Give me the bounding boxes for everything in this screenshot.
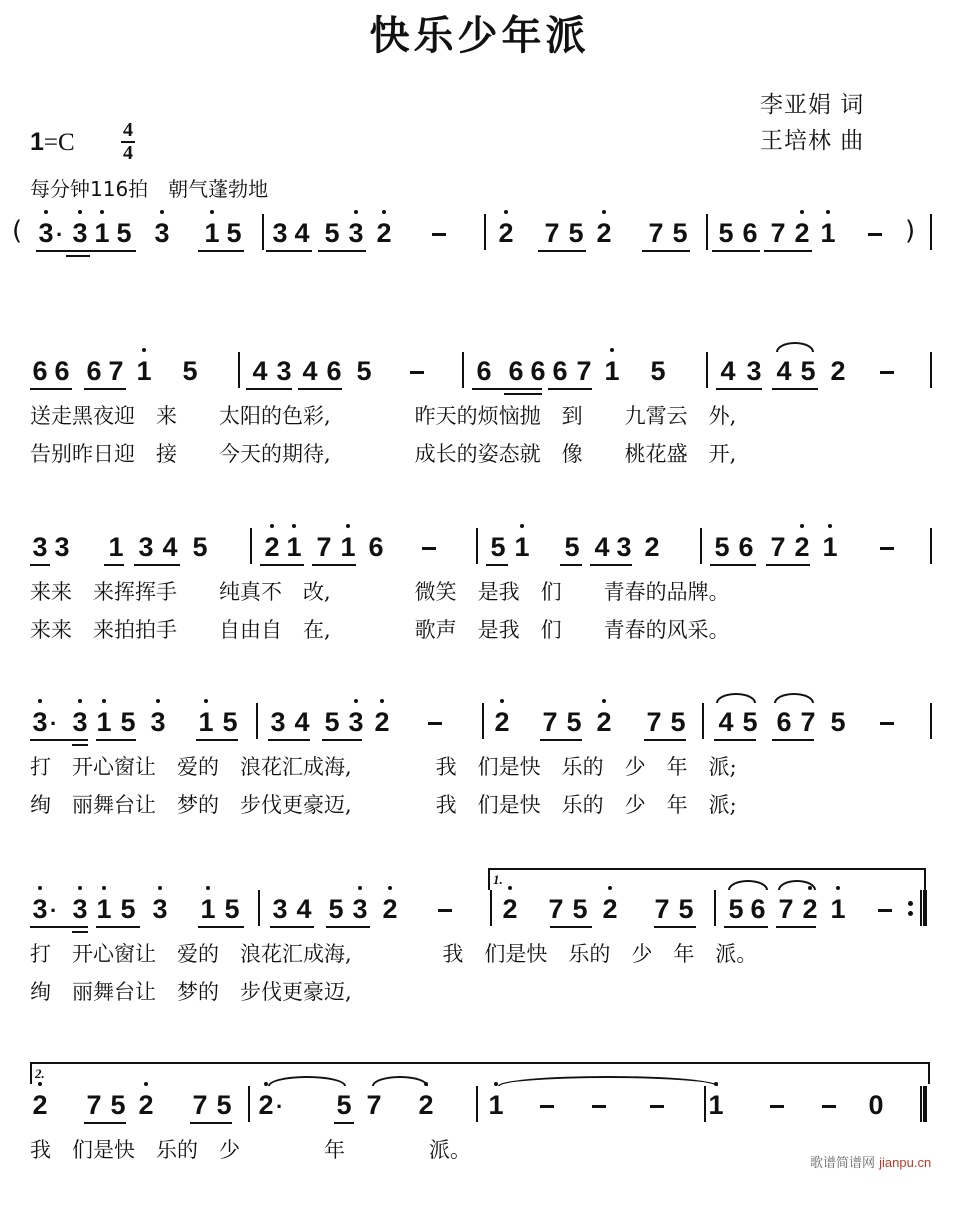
beam-underline bbox=[36, 250, 90, 252]
barline bbox=[930, 214, 932, 250]
barline bbox=[930, 528, 932, 564]
note: 6 bbox=[776, 707, 792, 737]
note: 3 bbox=[36, 218, 56, 248]
octave-dot-above bbox=[500, 699, 504, 703]
octave-dot-above bbox=[602, 210, 606, 214]
beam-underline bbox=[84, 1122, 126, 1124]
note: 1 bbox=[284, 532, 304, 562]
note: 5 bbox=[324, 218, 340, 248]
note: 3 bbox=[138, 532, 154, 562]
note: 2 bbox=[800, 894, 820, 924]
beam-underline bbox=[266, 250, 312, 252]
octave-dot-above bbox=[826, 210, 830, 214]
note: 2 bbox=[594, 218, 614, 248]
note: 4 bbox=[252, 356, 268, 386]
beam-underline bbox=[590, 564, 632, 566]
note: 1 bbox=[602, 356, 622, 386]
beam-underline bbox=[326, 926, 370, 928]
note: 2 bbox=[380, 894, 400, 924]
octave-dot-above bbox=[346, 524, 350, 528]
slur bbox=[716, 693, 756, 703]
beam-underline bbox=[716, 388, 762, 390]
note: 7 bbox=[800, 707, 816, 737]
octave-dot-above bbox=[38, 886, 42, 890]
note: 5 bbox=[742, 707, 758, 737]
octave-dot-above bbox=[610, 348, 614, 352]
note: 3 bbox=[150, 894, 170, 924]
note: 7 bbox=[576, 356, 592, 386]
octave-dot-above bbox=[270, 524, 274, 528]
note: 4 bbox=[296, 894, 312, 924]
note: 7 bbox=[548, 894, 564, 924]
lyric-line-2: 绚 丽舞台让 梦的 步伐更豪迈, 我 们是快 乐的 少 年 派; bbox=[30, 793, 737, 817]
system-1 bbox=[0, 218, 959, 338]
barline bbox=[706, 352, 708, 388]
note: 2 bbox=[256, 1090, 276, 1120]
note: 7 bbox=[108, 356, 124, 386]
octave-dot-above bbox=[800, 210, 804, 214]
octave-dot-above bbox=[206, 886, 210, 890]
octave-dot-above bbox=[102, 886, 106, 890]
lyric-line-2: 来来 来拍拍手 自由自 在, 歌声 是我 们 青春的风采。 bbox=[30, 618, 730, 642]
note: 6 bbox=[738, 532, 754, 562]
beam-underline bbox=[318, 250, 366, 252]
beam-underline bbox=[298, 388, 342, 390]
note: 7 bbox=[366, 1090, 382, 1120]
note: 3 bbox=[270, 707, 286, 737]
barline bbox=[704, 1086, 706, 1122]
note: 0 bbox=[868, 1090, 884, 1120]
barline bbox=[262, 214, 264, 250]
beam-underline bbox=[30, 388, 72, 390]
note: 5 bbox=[216, 1090, 232, 1120]
note: 4 bbox=[776, 356, 792, 386]
watermark: 歌谱简谱网 jianpu.cn bbox=[810, 1155, 932, 1171]
note: 1 bbox=[198, 894, 218, 924]
barline bbox=[714, 890, 716, 926]
note: 4 bbox=[294, 218, 310, 248]
note: 3 bbox=[152, 218, 172, 248]
note: 4 bbox=[594, 532, 610, 562]
note: 5 bbox=[120, 894, 136, 924]
lyricist-credit: 李亚娟 词 bbox=[760, 92, 865, 118]
note: 5 bbox=[182, 356, 198, 386]
barline bbox=[256, 703, 258, 739]
note: 5 bbox=[830, 707, 846, 737]
octave-dot-above bbox=[210, 210, 214, 214]
note: 7 bbox=[654, 894, 670, 924]
slur bbox=[776, 342, 814, 352]
octave-dot-above bbox=[358, 886, 362, 890]
octave-dot-above bbox=[388, 886, 392, 890]
note: 7 bbox=[770, 218, 786, 248]
barline bbox=[700, 528, 702, 564]
extension-dash bbox=[880, 371, 894, 374]
octave-dot-above bbox=[800, 524, 804, 528]
octave-dot-above bbox=[292, 524, 296, 528]
octave-dot-above bbox=[78, 699, 82, 703]
note: 3 bbox=[70, 894, 90, 924]
beam-underline bbox=[504, 393, 542, 395]
note: 3 bbox=[30, 894, 50, 924]
note: 5 bbox=[714, 532, 730, 562]
volta-label: 2. bbox=[35, 1066, 45, 1081]
lyric-line-1: 来来 来挥挥手 纯真不 改, 微笑 是我 们 青春的品牌。 bbox=[30, 580, 730, 604]
beam-underline bbox=[644, 739, 686, 741]
note: 7 bbox=[648, 218, 664, 248]
note: 5 bbox=[490, 532, 506, 562]
beam-underline bbox=[714, 739, 756, 741]
beam-underline bbox=[766, 564, 810, 566]
note: 7 bbox=[316, 532, 332, 562]
beam-underline bbox=[312, 564, 356, 566]
note: 4 bbox=[294, 707, 310, 737]
beam-underline bbox=[72, 931, 88, 933]
volta-bracket bbox=[488, 868, 926, 890]
barline bbox=[248, 1086, 250, 1122]
note: 3 bbox=[54, 532, 70, 562]
lyric-line-2: 告别昨日迎 接 今天的期待, 成长的姿态就 像 桃花盛 开, bbox=[30, 442, 737, 466]
paren-open: ( bbox=[12, 216, 23, 246]
octave-dot-above bbox=[380, 699, 384, 703]
augmentation-dot: · bbox=[56, 222, 64, 247]
note: 5 bbox=[650, 356, 666, 386]
lyric-line-1: 送走黑夜迎 来 太阳的色彩, 昨天的烦恼抛 到 九霄云 外, bbox=[30, 404, 737, 428]
note: 3 bbox=[746, 356, 762, 386]
note: 5 bbox=[672, 218, 688, 248]
note: 2 bbox=[496, 218, 516, 248]
composer-credit: 王培林 曲 bbox=[760, 128, 865, 154]
note: 1 bbox=[818, 218, 838, 248]
note: 1 bbox=[202, 218, 222, 248]
note: 3 bbox=[272, 894, 288, 924]
barline bbox=[706, 214, 708, 250]
beam-underline bbox=[712, 250, 760, 252]
note: 1 bbox=[134, 356, 154, 386]
note: 4 bbox=[720, 356, 736, 386]
beam-underline bbox=[72, 744, 88, 746]
note: 5 bbox=[116, 218, 132, 248]
note: 6 bbox=[476, 356, 492, 386]
beam-underline bbox=[334, 1122, 354, 1124]
note: 7 bbox=[770, 532, 786, 562]
octave-dot-above bbox=[142, 348, 146, 352]
beam-underline bbox=[190, 1122, 232, 1124]
note: 1 bbox=[338, 532, 358, 562]
note: 1 bbox=[92, 218, 112, 248]
note: 6 bbox=[86, 356, 102, 386]
beam-underline bbox=[654, 926, 696, 928]
extension-dash bbox=[650, 1105, 664, 1108]
note: 1 bbox=[196, 707, 216, 737]
note: 3 bbox=[32, 532, 48, 562]
barline bbox=[930, 703, 932, 739]
note: 5 bbox=[728, 894, 744, 924]
beam-underline bbox=[710, 564, 756, 566]
note: 2 bbox=[262, 532, 282, 562]
note: 5 bbox=[324, 707, 340, 737]
note: 5 bbox=[670, 707, 686, 737]
octave-dot-above bbox=[520, 524, 524, 528]
note: 3 bbox=[616, 532, 632, 562]
octave-dot-above bbox=[602, 699, 606, 703]
note: 4 bbox=[162, 532, 178, 562]
note: 5 bbox=[192, 532, 208, 562]
barline bbox=[930, 352, 932, 388]
barline bbox=[476, 528, 478, 564]
extension-dash bbox=[428, 722, 442, 725]
barline bbox=[462, 352, 464, 388]
note: 7 bbox=[192, 1090, 208, 1120]
octave-dot-above bbox=[156, 699, 160, 703]
beam-underline bbox=[66, 255, 90, 257]
barline bbox=[484, 214, 486, 250]
beam-underline bbox=[30, 926, 88, 928]
note: 4 bbox=[718, 707, 734, 737]
octave-dot-above bbox=[102, 699, 106, 703]
note: 4 bbox=[302, 356, 318, 386]
note: 6 bbox=[742, 218, 758, 248]
beam-underline bbox=[322, 739, 362, 741]
beam-underline bbox=[548, 388, 592, 390]
note: 1 bbox=[94, 707, 114, 737]
barline bbox=[258, 890, 260, 926]
beam-underline bbox=[260, 564, 304, 566]
note: 2 bbox=[492, 707, 512, 737]
note: 3 bbox=[30, 707, 50, 737]
note: 6 bbox=[552, 356, 568, 386]
system-6 bbox=[0, 1066, 959, 1210]
note: 5 bbox=[224, 894, 240, 924]
note: 3 bbox=[346, 707, 366, 737]
beam-underline bbox=[134, 564, 180, 566]
beam-underline bbox=[30, 739, 88, 741]
system-2 bbox=[0, 356, 959, 476]
note: 3 bbox=[346, 218, 366, 248]
note: 7 bbox=[544, 218, 560, 248]
final-barline bbox=[920, 1086, 927, 1122]
note: 3 bbox=[276, 356, 292, 386]
note: 1 bbox=[828, 894, 848, 924]
beam-underline bbox=[96, 739, 136, 741]
barline bbox=[476, 1086, 478, 1122]
octave-dot-above bbox=[78, 886, 82, 890]
beam-underline bbox=[776, 926, 816, 928]
beam-underline bbox=[96, 926, 140, 928]
lyric-line-1: 打 开心窗让 爱的 浪花汇成海, 我 们是快 乐的 少 年 派。 bbox=[30, 942, 758, 966]
note: 2 bbox=[374, 218, 394, 248]
note: 2 bbox=[792, 218, 812, 248]
note: 6 bbox=[530, 356, 546, 386]
note: 6 bbox=[32, 356, 48, 386]
note: 2 bbox=[600, 894, 620, 924]
note: 1 bbox=[706, 1090, 726, 1120]
beam-underline bbox=[246, 388, 292, 390]
note: 2 bbox=[594, 707, 614, 737]
slur bbox=[774, 693, 814, 703]
beam-underline bbox=[198, 926, 244, 928]
system-5 bbox=[0, 872, 959, 1014]
lyric-line-2: 绚 丽舞台让 梦的 步伐更豪迈, bbox=[30, 980, 352, 1004]
note: 5 bbox=[120, 707, 136, 737]
extension-dash bbox=[410, 371, 424, 374]
note: 1 bbox=[486, 1090, 506, 1120]
note: 5 bbox=[110, 1090, 126, 1120]
barline bbox=[238, 352, 240, 388]
lyric-line-1: 打 开心窗让 爱的 浪花汇成海, 我 们是快 乐的 少 年 派; bbox=[30, 755, 737, 779]
augmentation-dot: · bbox=[50, 898, 58, 923]
octave-dot-above bbox=[38, 699, 42, 703]
note: 5 bbox=[226, 218, 242, 248]
note: 7 bbox=[778, 894, 794, 924]
note: 2 bbox=[30, 1090, 50, 1120]
extension-dash bbox=[880, 547, 894, 550]
system-3 bbox=[0, 532, 959, 652]
note: 3 bbox=[70, 707, 90, 737]
note: 2 bbox=[416, 1090, 436, 1120]
extension-dash bbox=[770, 1105, 784, 1108]
beam-underline bbox=[270, 926, 314, 928]
beam-underline bbox=[764, 250, 812, 252]
note: 6 bbox=[54, 356, 70, 386]
beam-underline bbox=[540, 739, 582, 741]
beam-underline bbox=[472, 388, 542, 390]
octave-dot-above bbox=[828, 524, 832, 528]
beam-underline bbox=[30, 564, 50, 566]
volta-bracket bbox=[30, 1062, 930, 1084]
final-barline bbox=[920, 890, 927, 926]
barline bbox=[490, 890, 492, 926]
note: 5 bbox=[336, 1090, 352, 1120]
beam-underline bbox=[88, 250, 136, 252]
note: 2 bbox=[372, 707, 392, 737]
barline bbox=[702, 703, 704, 739]
beam-underline bbox=[538, 250, 586, 252]
augmentation-dot: · bbox=[50, 711, 58, 736]
note: 7 bbox=[86, 1090, 102, 1120]
augmentation-dot: · bbox=[276, 1094, 284, 1119]
note: 6 bbox=[368, 532, 384, 562]
note: 2 bbox=[500, 894, 520, 924]
note: 1 bbox=[820, 532, 840, 562]
note: 2 bbox=[136, 1090, 156, 1120]
extension-dash bbox=[438, 909, 452, 912]
beam-underline bbox=[550, 926, 592, 928]
beam-underline bbox=[772, 388, 818, 390]
note: 5 bbox=[328, 894, 344, 924]
note: 5 bbox=[356, 356, 372, 386]
note: 5 bbox=[564, 532, 580, 562]
system-4 bbox=[0, 707, 959, 827]
note: 5 bbox=[678, 894, 694, 924]
repeat-dots bbox=[908, 896, 912, 921]
note: 3 bbox=[350, 894, 370, 924]
paren-close: ) bbox=[905, 216, 916, 246]
volta-label: 1. bbox=[493, 872, 503, 887]
note: 2 bbox=[830, 356, 846, 386]
beam-underline bbox=[486, 564, 508, 566]
note: 5 bbox=[222, 707, 238, 737]
extension-dash bbox=[878, 909, 892, 912]
octave-dot-above bbox=[44, 210, 48, 214]
note: 1 bbox=[512, 532, 532, 562]
beam-underline bbox=[724, 926, 768, 928]
octave-dot-above bbox=[160, 210, 164, 214]
time-signature: 4 4 bbox=[123, 119, 133, 164]
note: 1 bbox=[108, 532, 124, 562]
note: 3 bbox=[272, 218, 288, 248]
note: 7 bbox=[542, 707, 558, 737]
note: 5 bbox=[800, 356, 816, 386]
octave-dot-above bbox=[204, 699, 208, 703]
song-title: 快乐少年派 bbox=[369, 12, 590, 59]
tempo-marking: 每分钟116拍 朝气蓬勃地 bbox=[30, 177, 269, 201]
octave-dot-above bbox=[100, 210, 104, 214]
beam-underline bbox=[560, 564, 582, 566]
note: 7 bbox=[646, 707, 662, 737]
octave-dot-above bbox=[354, 699, 358, 703]
octave-dot-above bbox=[158, 886, 162, 890]
octave-dot-above bbox=[78, 210, 82, 214]
octave-dot-above bbox=[354, 210, 358, 214]
beam-underline bbox=[642, 250, 690, 252]
barline bbox=[250, 528, 252, 564]
octave-dot-above bbox=[504, 210, 508, 214]
key-signature: 1=C bbox=[30, 128, 75, 156]
note: 6 bbox=[326, 356, 342, 386]
extension-dash bbox=[432, 233, 446, 236]
note: 1 bbox=[94, 894, 114, 924]
note: 2 bbox=[792, 532, 812, 562]
beam-underline bbox=[104, 564, 124, 566]
extension-dash bbox=[868, 233, 882, 236]
octave-dot-above bbox=[382, 210, 386, 214]
note: 6 bbox=[508, 356, 524, 386]
lyric-line-1: 我 们是快 乐的 少 年 派。 bbox=[30, 1138, 471, 1162]
barline bbox=[482, 703, 484, 739]
note: 2 bbox=[644, 532, 660, 562]
beam-underline bbox=[84, 388, 126, 390]
extension-dash bbox=[822, 1105, 836, 1108]
note: 3 bbox=[70, 218, 90, 248]
note: 5 bbox=[568, 218, 584, 248]
note: 6 bbox=[750, 894, 766, 924]
beam-underline bbox=[198, 250, 244, 252]
extension-dash bbox=[880, 722, 894, 725]
note: 5 bbox=[718, 218, 734, 248]
extension-dash bbox=[540, 1105, 554, 1108]
note: 5 bbox=[566, 707, 582, 737]
extension-dash bbox=[422, 547, 436, 550]
beam-underline bbox=[772, 739, 814, 741]
note: 5 bbox=[572, 894, 588, 924]
beam-underline bbox=[268, 739, 310, 741]
extension-dash bbox=[592, 1105, 606, 1108]
beam-underline bbox=[196, 739, 238, 741]
note: 3 bbox=[148, 707, 168, 737]
